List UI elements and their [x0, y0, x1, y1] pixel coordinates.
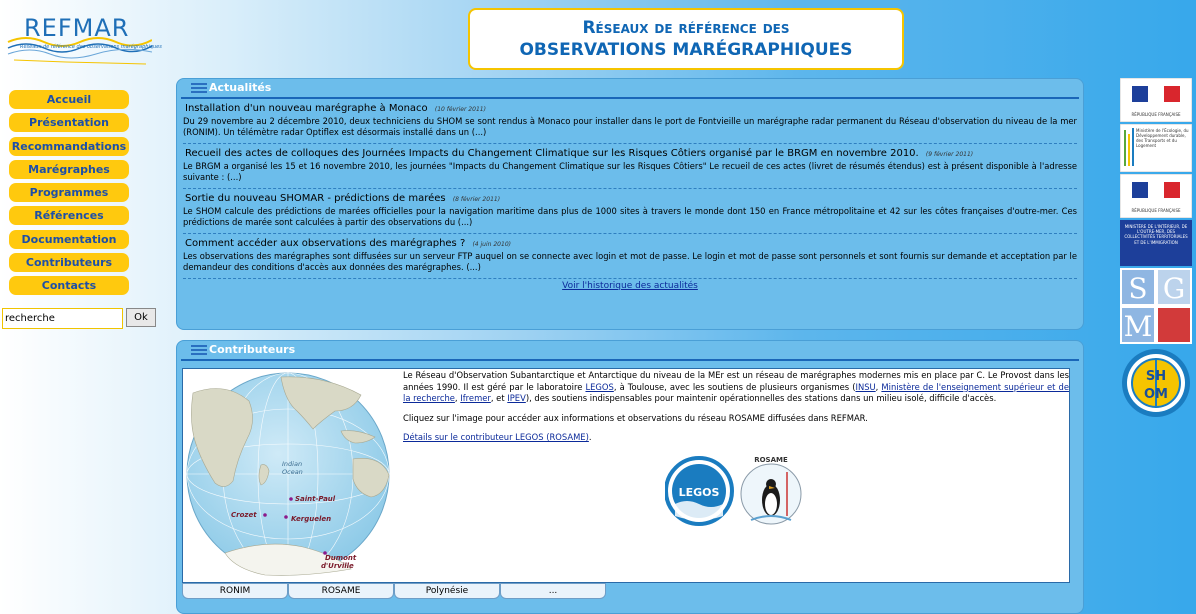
nav-recommandations[interactable]: Recommandations: [9, 137, 129, 156]
indian-ocean-map[interactable]: [185, 371, 391, 577]
nav-contacts[interactable]: Contacts: [9, 276, 129, 295]
nav-presentation[interactable]: Présentation: [9, 113, 129, 132]
news-heading-label: Actualités: [209, 81, 272, 94]
contributor-description: [403, 370, 1069, 452]
contributor-details-link[interactable]: Détails sur le contributeur LEGOS (ROSAME): [403, 432, 589, 442]
news-item: [183, 189, 1077, 234]
republique-francaise-logo[interactable]: [1120, 78, 1192, 122]
ministere-int-label: MINISTÈRE DE L'INTÉRIEUR, DE L'OUTRE-MER, DES COLLECTIVITÉS TERRITORIALES ET DE L'IMMIGRATION: [1124, 224, 1188, 245]
text: ), des soutiens indispensables pour maintenir opérationnelles des stations dans un milieu isolé, difficile d'accès.: [525, 393, 997, 403]
nav-accueil[interactable]: Accueil: [9, 90, 129, 109]
map-label-ocean2: Ocean: [282, 468, 303, 476]
tab-more[interactable]: ...: [500, 583, 606, 599]
search-ok-button[interactable]: Ok: [126, 308, 156, 327]
contributor-paragraph-1: [403, 370, 1069, 405]
text: Le Réseau d'Observation Subantarctique et Antarctique du niveau de la MEr est un réseau de marégraphes modernes mis en place par C. Le Provost dans les années 1990. Il est géré par le laboratoire: [403, 370, 1069, 392]
map-label-crozet: Crozet: [231, 511, 257, 519]
news-item-title-2[interactable]: [183, 193, 1077, 204]
news-date: (8 février 2011): [452, 196, 501, 203]
text: ,: [454, 393, 461, 403]
text: .: [588, 432, 592, 442]
map-label-durville: d'Urville: [321, 562, 354, 570]
news-item-title-0[interactable]: [183, 103, 1077, 114]
contributors-panel: [176, 340, 1084, 614]
news-item-title-1[interactable]: [183, 148, 1077, 159]
nav-maregraphes[interactable]: Marégraphes: [9, 160, 129, 179]
shom-logo[interactable]: [1120, 348, 1192, 418]
news-title-text: Comment accéder aux observations des marégraphes ?: [185, 238, 466, 249]
news-text: Les observations des marégraphes sont diffusées sur un serveur FTP auquel on se connecte avec login et mot de passe. Le login et mot de passe sont personnels et sont fournis sur demande et acceptation par le demandeur des conditions d'accès aux données des marégraphes. (...): [183, 251, 1077, 272]
contributors-heading-label: Contributeurs: [209, 343, 296, 356]
page-title-line1: Réseaux de référence des: [582, 18, 790, 38]
legos-link[interactable]: LEGOS: [585, 381, 614, 392]
tab-ronim[interactable]: RONIM: [182, 583, 288, 599]
ifremer-link[interactable]: Ifremer: [460, 393, 491, 403]
news-date: (10 février 2011): [434, 106, 486, 113]
main-nav: [9, 90, 129, 300]
news-title-text: Installation d'un nouveau marégraphe à Monaco: [185, 103, 428, 114]
logo-title: REFMAR: [24, 14, 130, 42]
text: , à Toulouse, avec les soutiens de plusieurs organismes (: [613, 381, 856, 392]
history-link[interactable]: Voir l'historique des actualités: [562, 281, 698, 291]
insu-link[interactable]: INSU: [855, 381, 876, 392]
sgm-logo[interactable]: [1120, 268, 1192, 344]
news-item: [183, 144, 1077, 189]
news-text: Le SHOM calcule des prédictions de marées officielles pour la navigation maritime dans plus de 1000 sites à travers le monde dont 150 en France métropolitaine et 42 sur les côtes françaises d'outre-mer. Ces prédictions de marée sont calculées à partir des observations du (...): [183, 206, 1077, 227]
ministere-ecologie-logo[interactable]: [1120, 124, 1192, 172]
rf-label: RÉPUBLIQUE FRANÇAISE: [1131, 112, 1181, 117]
nav-documentation[interactable]: Documentation: [9, 230, 129, 249]
search-input[interactable]: [2, 308, 123, 329]
legos-rosame-logos[interactable]: [665, 454, 805, 528]
map-label-ocean1: Indian: [282, 460, 303, 468]
news-title-text: Sortie du nouveau SHOMAR - prédictions de marées: [185, 193, 446, 204]
ministere-interieur-logo[interactable]: [1120, 220, 1192, 266]
news-title-text: Recueil des actes de colloques des Journées Impacts du Changement Climatique sur les Risques Côtiers organisé par le BRGM en novembre 2010.: [185, 148, 919, 159]
partner-logos: [665, 454, 805, 531]
news-item: [183, 234, 1077, 279]
contributor-details: [403, 432, 1069, 444]
sgm-s: S: [1128, 272, 1148, 305]
news-panel: [176, 78, 1084, 330]
tab-polynesie[interactable]: Polynésie: [394, 583, 500, 599]
page-title: [468, 8, 904, 70]
refmar-logo[interactable]: [6, 8, 162, 70]
text: ,: [875, 381, 882, 392]
logo-subtitle: Réseaux de référence des observations marégraphiques: [20, 44, 162, 50]
news-text: Le BRGM a organisé les 15 et 16 novembre 2010, les journées "Impacts du Changement Climatique sur les Risques Côtiers" Le recueil de ces actes (livret de résumés étendus) est à présent disponible à l'adresse suivante : (...): [183, 161, 1077, 182]
nav-programmes[interactable]: Programmes: [9, 183, 129, 202]
map-label-saint-paul: Saint-Paul: [295, 495, 336, 503]
rosame-penguin-icon: [741, 456, 801, 524]
sgm-m: M: [1123, 310, 1153, 343]
ministere-eco-label: Ministère de l'Écologie, du Développement durable, des Transports et du Logement: [1136, 128, 1189, 148]
sgm-g: G: [1162, 272, 1186, 305]
news-date: (9 février 2011): [925, 151, 974, 158]
news-item: [183, 99, 1077, 144]
tab-rosame[interactable]: ROSAME: [288, 583, 394, 599]
ministere-link[interactable]: Ministère de l'enseignement supérieur et de la recherche: [403, 381, 1069, 403]
page-title-line2: OBSERVATIONS MARÉGRAPHIQUES: [519, 40, 853, 60]
news-item-title-3[interactable]: [183, 238, 1077, 249]
contributor-paragraph-2: Cliquez sur l'image pour accéder aux informations et observations du réseau ROSAME diffusées dans REFMAR.: [403, 412, 868, 423]
search-form: [2, 308, 148, 329]
legos-logo-icon: [666, 458, 732, 524]
list-icon: [191, 83, 207, 93]
ipev-link[interactable]: IPEV: [507, 393, 526, 403]
text: , et: [490, 393, 508, 403]
shom-bottom: OM: [1144, 387, 1168, 402]
republique-francaise-logo-2[interactable]: [1120, 174, 1192, 218]
contributors-heading: [181, 341, 1079, 361]
map-label-dumont: Dumont: [325, 554, 357, 562]
contributor-content: [182, 368, 1070, 583]
nav-contributeurs[interactable]: Contributeurs: [9, 253, 129, 272]
shom-top: SH: [1145, 369, 1167, 384]
legos-logo-text: LEGOS: [678, 486, 720, 499]
map-label-kerguelen: Kerguelen: [291, 515, 332, 523]
news-date: (4 juin 2010): [472, 241, 511, 248]
news-text: Du 29 novembre au 2 décembre 2010, deux techniciens du SHOM se sont rendus à Monaco pour installer dans le port de Fontvieille un marégraphe radar permanent du Réseau d'observation du niveau de la mer (RONIM). Un télémètre radar Optiflex est désormais installé dans un (...): [183, 116, 1077, 137]
rf-label-2: RÉPUBLIQUE FRANÇAISE: [1131, 208, 1181, 213]
nav-references[interactable]: Références: [9, 206, 129, 225]
history-row: [177, 281, 1083, 291]
news-heading: [181, 79, 1079, 99]
list-icon: [191, 345, 207, 355]
rosame-logo-text: ROSAME: [754, 456, 788, 464]
